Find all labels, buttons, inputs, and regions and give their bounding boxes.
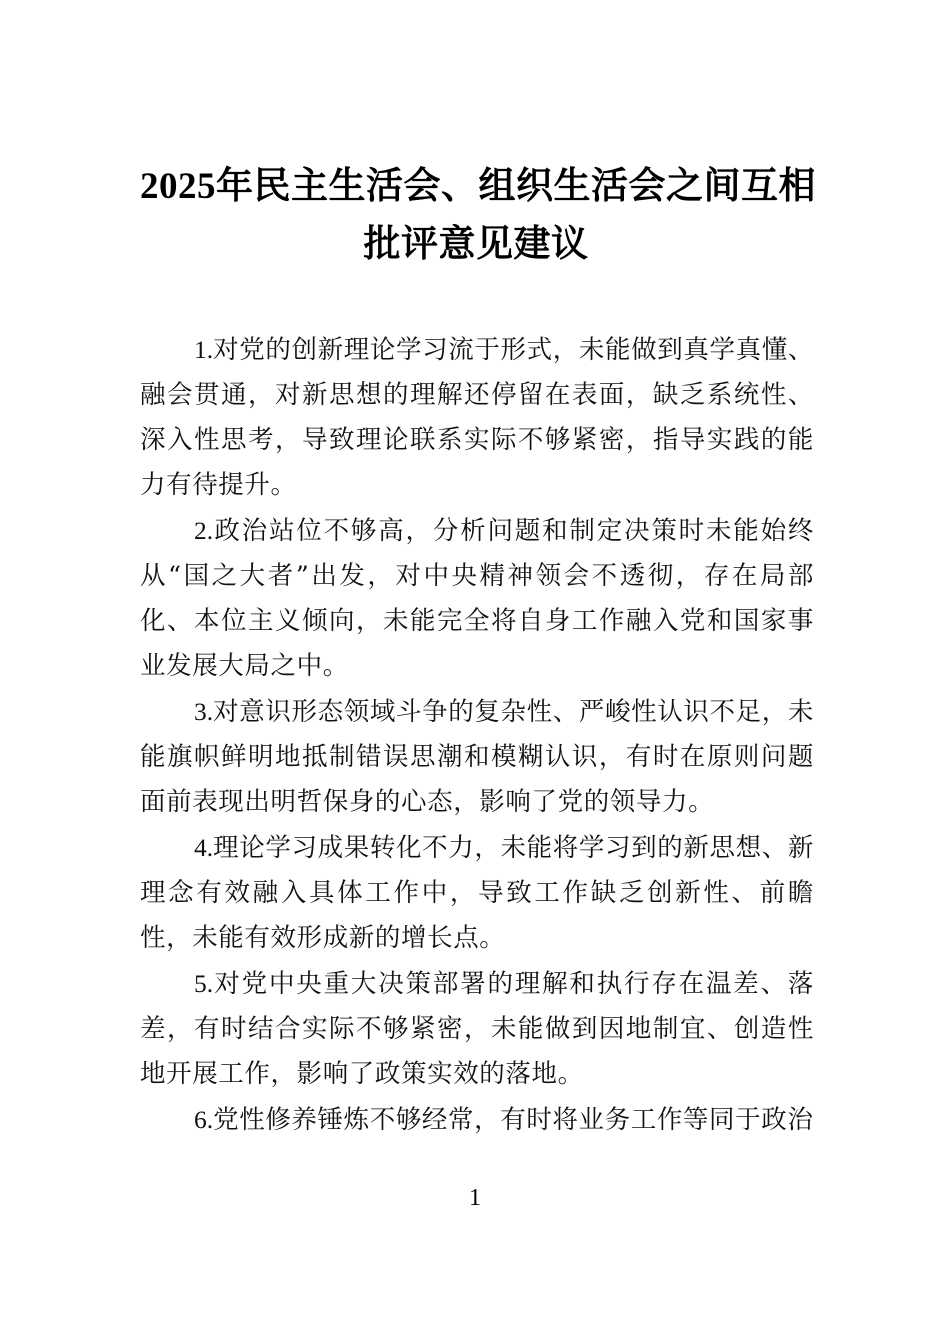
paragraph-3	[140, 689, 814, 825]
paragraph-1-number: 1.	[194, 335, 214, 364]
paragraph-4-text: 理论学习成果转化不力，未能将学习到的新思想、新理念有效融入具体工作中，导致工作缺乏创新性、前瞻性，未能有效形成新的增长点。	[140, 833, 814, 953]
paragraph-5-text: 对党中央重大决策部署的理解和执行存在温差、落差，有时结合实际不够紧密，未能做到因地制宜、创造性地开展工作，影响了政策实效的落地。	[140, 969, 814, 1089]
paragraph-5-number: 5.	[194, 969, 214, 998]
paragraph-1-text: 对党的创新理论学习流于形式，未能做到真学真懂、融会贯通，对新思想的理解还停留在表面，缺乏系统性、深入性思考，导致理论联系实际不够紧密，指导实践的能力有待提升。	[140, 335, 814, 500]
title-line-1: 2025年民主生活会、组织生活会之间互相	[140, 166, 816, 207]
page-number: 1	[469, 1185, 481, 1211]
paragraph-3-text: 对意识形态领域斗争的复杂性、严峻性认识不足，未能旗帜鲜明地抵制错误思潮和模糊认识，有时在原则问题面前表现出明哲保身的心态，影响了党的领导力。	[140, 697, 814, 817]
page-title	[140, 158, 816, 274]
paragraph-6-number: 6.	[194, 1105, 214, 1134]
paragraph-3-number: 3.	[194, 697, 214, 726]
paragraph-6	[140, 1097, 814, 1143]
paragraph-2-number: 2.	[194, 516, 214, 545]
paragraph-4-number: 4.	[194, 833, 214, 862]
document-body	[140, 327, 814, 1143]
title-line-2: 批评意见建议	[363, 224, 589, 265]
paragraph-5	[140, 961, 814, 1097]
paragraph-4	[140, 825, 814, 961]
paragraph-1	[140, 327, 814, 508]
paragraph-6-text: 党性修养锤炼不够经常，有时将业务工作等同于政治	[213, 1105, 814, 1135]
paragraph-2-text: 政治站位不够高，分析问题和制定决策时未能始终从“国之大者”出发，对中央精神领会不透彻，存在局部化、本位主义倾向，未能完全将自身工作融入党和国家事业发展大局之中。	[140, 516, 814, 681]
paragraph-2	[140, 508, 814, 689]
